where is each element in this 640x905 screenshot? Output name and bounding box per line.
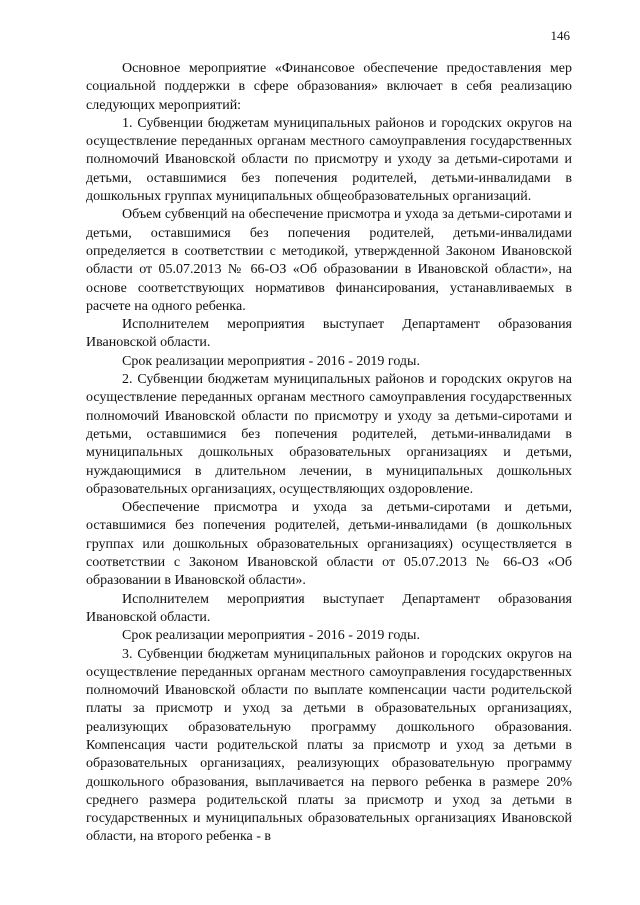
paragraph-item-3: 3. Субвенции бюджетам муниципальных районов и городских округов на осуществление переданных органам местного самоуправления государственных полномочий Ивановской области по выплате компенсации части родительской платы за присмотр и уход за детьми в образовательных организациях, реализующих образовательную программу дошкольного образования. Компенсация части родительской платы за присмотр и уход за детьми в образовательных организациях, реализующих образовательную программу дошкольного образования, выплачивается на первого ребенка в размере 20% среднего размера родительской платы за присмотр и уход за детьми в государственных и муниципальных образовательных организациях Ивановской области, на второго ребенка - в: [86, 646, 572, 845]
paragraph-item-2: 2. Субвенции бюджетам муниципальных районов и городских округов на осуществление переданных органам местного самоуправления государственных полномочий Ивановской области по присмотру и уходу за детьми-сиротами и детьми, оставшимися без попечения родителей, детьми-инвалидами в муниципальных дошкольных образовательных организациях и детьми, нуждающимися в длительном лечении, в муниципальных дошкольных образовательных организациях, осуществляющих оздоровление.: [86, 372, 572, 497]
paragraph-intro: Основное мероприятие «Финансовое обеспечение предоставления мер социальной поддержки в сфере образования» включает в себя реализацию следующих мероприятий:: [86, 61, 572, 113]
paragraph-item-2-executor: Исполнителем мероприятия выступает Департамент образования Ивановской области.: [86, 591, 572, 625]
document-body: [86, 60, 572, 847]
paragraph-item-2-term: Срок реализации мероприятия - 2016 - 2019 годы.: [122, 628, 420, 644]
paragraph-item-1: 1. Субвенции бюджетам муниципальных районов и городских округов на осуществление переданных органам местного самоуправления государственных полномочий Ивановской области по присмотру и уходу за детьми-сиротами и детьми, оставшимися без попечения родителей, детьми-инвалидами в дошкольных группах муниципальных общеобразовательных организаций.: [86, 115, 572, 205]
paragraph-item-2-provision: Обеспечение присмотра и ухода за детьми-сиротами и детьми, оставшимися без попечения родителей, детьми-инвалидами (в дошкольных группах или дошкольных образовательных организациях) осуществляется в соответствии с Законом Ивановской области от 05.07.2013 № 66-ОЗ «Об образовании в Ивановской области».: [86, 500, 572, 589]
page-number: 146: [550, 28, 570, 43]
paragraph-item-1-volume: Объем субвенций на обеспечение присмотра и ухода за детьми-сиротами и детьми, оставшимися без попечения родителей, детьми-инвалидами определяется в соответствии с методикой, утвержденной Законом Ивановской области от 05.07.2013 № 66-ОЗ «Об образовании в Ивановской области», на основе соответствующих нормативов финансирования, устанавливаемых в расчете на одного ребенка.: [86, 207, 572, 314]
paragraph-item-1-term: Срок реализации мероприятия - 2016 - 2019 годы.: [122, 353, 420, 369]
paragraph-item-1-executor: Исполнителем мероприятия выступает Департамент образования Ивановской области.: [86, 317, 572, 351]
